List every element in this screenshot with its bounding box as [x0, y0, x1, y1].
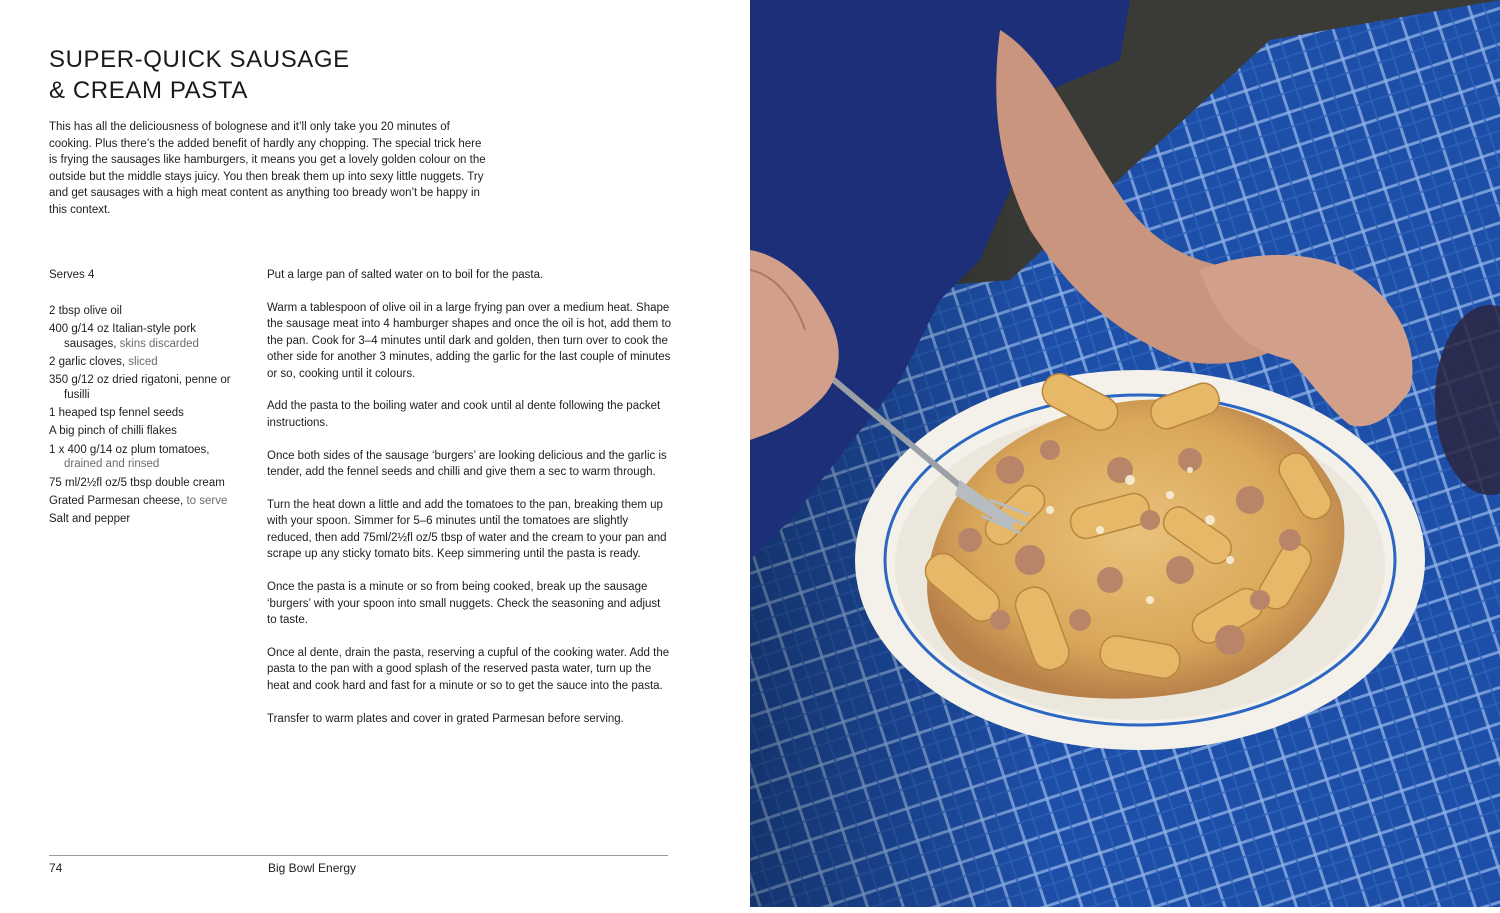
ingredient-item: 75 ml/2½fl oz/5 tbsp double cream: [49, 476, 225, 489]
method-step: Warm a tablespoon of olive oil in a large frying pan over a medium heat. Shape the sausage meat into 4 hamburger shapes and once the oil is hot, add them to the pan. Cook for 3–4 minutes until dark and golden, then turn over to cook the other side for another 3 minutes, adding the garlic for the last couple of minutes or so, cooking until it colours.: [267, 301, 672, 380]
ingredient-note: sliced: [128, 356, 158, 369]
footer-divider: [49, 855, 668, 856]
ingredient-item: 1 heaped tsp fennel seeds: [49, 407, 184, 420]
running-footer-title: Big Bowl Energy: [268, 861, 357, 875]
page-number: 74: [49, 861, 63, 875]
method-step: Transfer to warm plates and cover in grated Parmesan before serving.: [267, 712, 624, 725]
recipe-intro: This has all the deliciousness of bolognese and it’ll only take you 20 minutes of cooking. Plus there’s the added benefit of hardly any chopping. The special trick here is frying the sausages like hamburgers, it means you get a lovely golden colour on the outside but the middle stays juicy. You then break them up into sexy little nuggets. Try and get sausages with a high meat content as anything too bready won’t be happy in this context.: [49, 121, 486, 216]
ingredient-note: skins discarded: [119, 337, 199, 350]
ingredient-item: Grated Parmesan cheese, to serve: [49, 494, 228, 507]
method-step: Once both sides of the sausage ‘burgers’ are looking delicious and the garlic is tender, add the fennel seeds and chilli and give them a sec to warm through.: [267, 449, 667, 479]
method-step: Add the pasta to the boiling water and cook until al dente following the packet instructions.: [267, 400, 661, 429]
ingredient-item: 400 g/14 oz Italian-style pork sausages, skins discarded: [49, 323, 199, 350]
page-edge: [750, 907, 1500, 913]
ingredient-item: 2 tbsp olive oil: [49, 305, 122, 317]
method-step: Turn the heat down a little and add the tomatoes to the pan, breaking them up with your spoon. Simmer for 5–6 minutes until the tomatoes are slightly reduced, then add 75ml/2½fl oz/5 tbsp of water and the cream to your pan and scrape up any sticky tomato bits. Keep simmering until the pasta is ready.: [267, 499, 667, 561]
ingredient-note: drained and rinsed: [64, 458, 160, 471]
recipe-title: [49, 44, 489, 106]
ingredient-list: [49, 304, 249, 530]
recipe-title-line-1: SUPER-QUICK SAUSAGE: [49, 46, 350, 73]
recipe-photo: [750, 0, 1500, 907]
ingredient-item: 350 g/12 oz dried rigatoni, penne or fusilli: [49, 374, 231, 401]
ingredient-item: A big pinch of chilli flakes: [49, 425, 177, 438]
ingredient-note: to serve: [186, 494, 228, 507]
recipe-title-line-2: & CREAM PASTA: [49, 77, 248, 104]
ingredient-item: 1 x 400 g/14 oz plum tomatoes, drained and rinsed: [49, 443, 210, 471]
method-step: Once the pasta is a minute or so from being cooked, break up the sausage ‘burgers’ with your spoon into small nuggets. Check the seasoning and adjust to taste.: [267, 581, 661, 626]
method-step: Put a large pan of salted water on to boil for the pasta.: [267, 269, 544, 281]
method-step: Once al dente, drain the pasta, reserving a cupful of the cooking water. Add the pasta to the pan with a good splash of the reserved pasta water, turn up the heat and cook hard and fast for a minute or so to get the sauce into the pasta.: [267, 646, 670, 692]
method-steps: [267, 267, 672, 744]
ingredient-item: 2 garlic cloves, sliced: [49, 356, 158, 369]
serves-label: Serves 4: [49, 269, 95, 281]
ingredient-item: Salt and pepper: [49, 513, 131, 526]
